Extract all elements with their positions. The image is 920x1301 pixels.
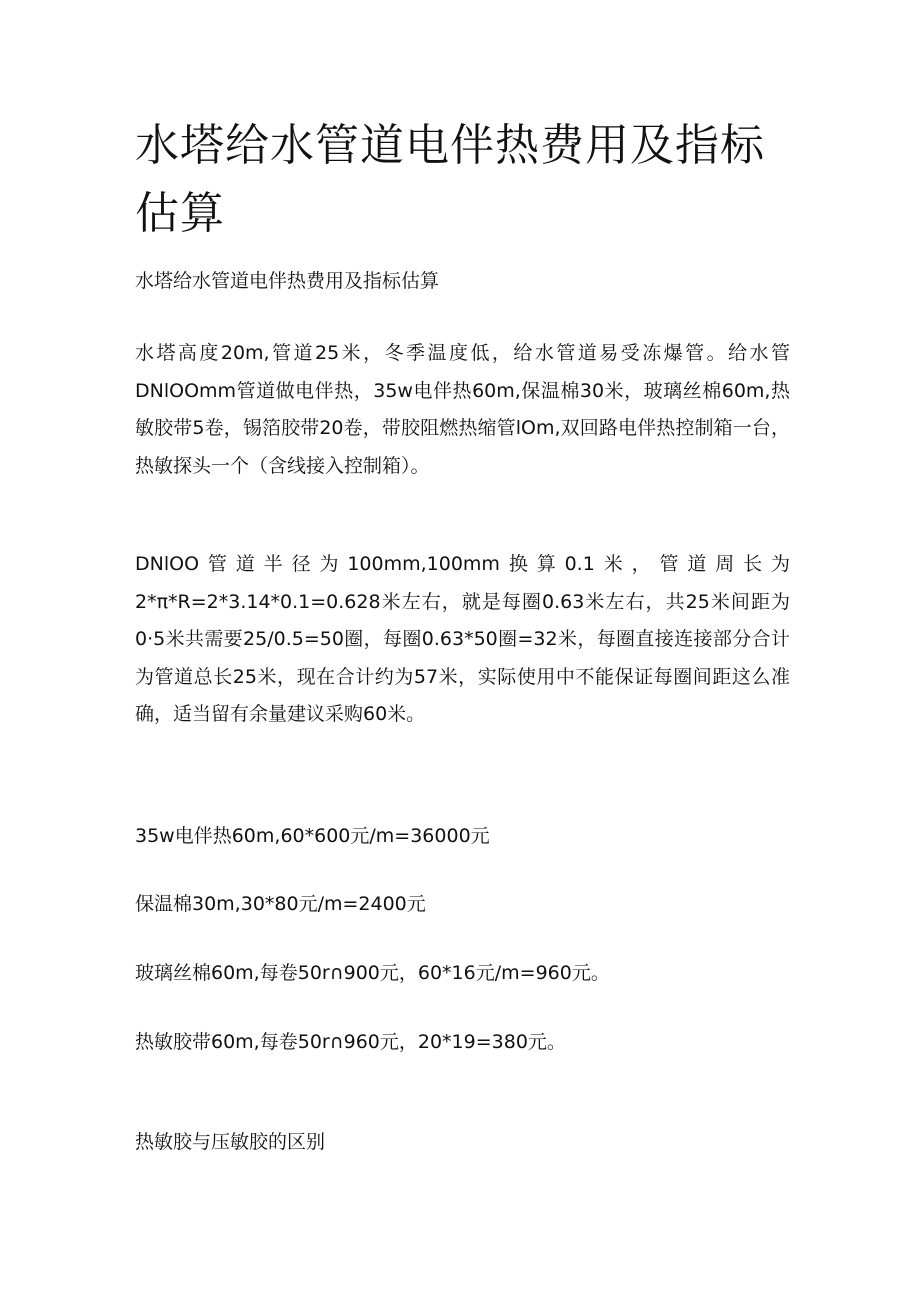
section-heading: 热敏胶与压敏胶的区别: [135, 1131, 326, 1153]
cost-line-insulation: 保温棉30m,30*80元/m=2400元: [135, 893, 426, 915]
document-subtitle: 水塔给水管道电伴热费用及指标估算: [135, 270, 440, 292]
cost-line-glass-wool: 玻璃丝棉60m,每卷50r∩900元，60*16元/m=960元。: [135, 962, 610, 984]
document-title: 水塔给水管道电伴热费用及指标估算: [135, 120, 765, 239]
paragraph-project-description: 水塔高度20m,管道25米，冬季温度低，给水管道易受冻爆管。给水管DNlOOmm管道做电伴热，35w电伴热60m,保温棉30米，玻璃丝棉60m,热敏胶带5卷，锡箔胶带20卷，带胶阻燃热缩管lOm,双回路电伴热控制箱一台，热敏探头一个（含线接入控制箱）。: [135, 342, 790, 477]
paragraph-length-calculation: DNlOO管道半径为100mm,100mm换算0.1米，管道周长为2*π*R=2*3.14*0.1=0.628米左右，就是每圈0.63米左右，共25米间距为0·5米共需要25/0.5=50圈，每圈0.63*50圈=32米，每圈直接连接部分合计为管道总长25米，现在合计约为57米，实际使用中不能保证每圈间距这么准确，适当留有余量建议采购60米。: [135, 553, 790, 725]
cost-line-heat-tracing: 35w电伴热60m,60*600元/m=36000元: [135, 825, 490, 847]
cost-line-thermal-tape: 热敏胶带60m,每卷50r∩960元，20*19=380元。: [135, 1031, 566, 1053]
